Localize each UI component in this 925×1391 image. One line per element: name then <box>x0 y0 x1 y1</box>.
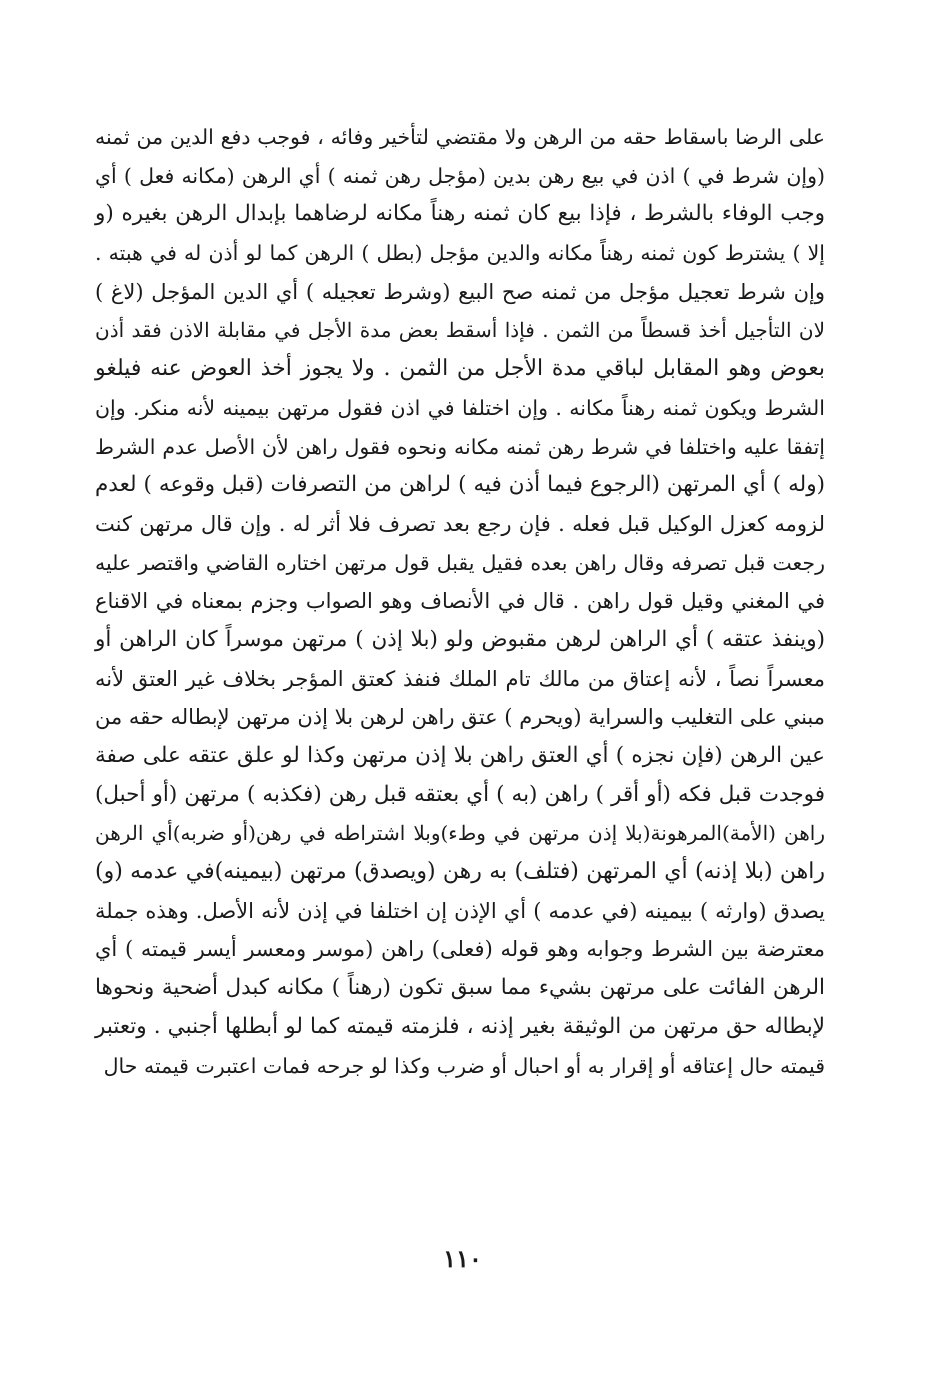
text-line: وجب الوفاء بالشرط ، فإذا بيع كان ثمنه رهناً مكانه لرضاهما بإبدال الرهن بغيره (و <box>95 201 825 227</box>
text-line: لان التأجيل أخذ قسطاً من الثمن . فإذا أسقط بعض مدة الأجل في مقابلة الاذن فقد أذن <box>95 318 825 343</box>
text-line: رجعت قبل تصرفه وقال راهن بعده فقيل يقبل قول مرتهن اختاره القاضي واقتصر عليه <box>95 550 825 575</box>
text-line: راهن (الأمة)المرهونة(بلا إذن مرتهن في وطء)وبلا اشتراطه في رهن(أو ضربه)أي الرهن <box>95 821 825 846</box>
text-line: الرهن الفائت على مرتهن بشيء مما سبق تكون (رهناً ) مكانه كبدل أضحية ونحوها <box>95 975 825 1001</box>
text-line: لإبطاله حق مرتهن من الوثيقة بغير إذنه ، فلزمته قيمته كما لو أبطلها أجنبي . وتعتبر <box>95 1013 825 1039</box>
text-line: راهن (بلا إذنه) أي المرتهن (فتلف) به رهن (ويصدق) مرتهن (بيمينه)في عدمه (و) <box>95 859 825 885</box>
text-line: (وينفذ عتقه ) أي الراهن لرهن مقبوض ولو (بلا إذن ) مرتهن موسراً كان الراهن أو <box>95 626 825 652</box>
text-line: معسراً نصاً ، لأنه إعتاق من مالك تام الملك فنفذ كعتق المؤجر بخلاف غير العتق لأنه <box>95 666 825 691</box>
text-line: الشرط ويكون ثمنه رهناً مكانه . وإن اختلفا في اذن فقول مرتهن بيمينه لأنه منكر. وإن <box>95 395 825 420</box>
text-line: إتفقا عليه واختلفا في شرط رهن ثمنه مكانه ونحوه فقول راهن لأن الأصل عدم الشرط <box>95 434 825 459</box>
text-line: (وله ) أي المرتهن (الرجوع فيما أذن فيه ) لراهن من التصرفات (قبل وقوعه ) لعدم <box>95 472 825 498</box>
text-line: بعوض وهو المقابل لباقي مدة الأجل من الثمن . ولا يجوز أخذ العوض عنه فيلغو <box>95 356 825 382</box>
text-line: عين الرهن (فإن نجزه ) أي العتق راهن بلا إذن مرتهن وكذا لو علق عتقه على صفة <box>95 743 825 768</box>
text-line: معترضة بين الشرط وجوابه وهو قوله (فعلى) راهن (موسر ومعسر أيسر قيمته ) أي <box>95 937 825 962</box>
text-line: قيمته حال إعتاقه أو إقرار به أو احبال أو ضرب وكذا لو جرحه فمات اعتبرت قيمته حال <box>103 1053 825 1078</box>
page-number: ١١٠ <box>443 1244 482 1273</box>
text-line: إلا ) يشترط كون ثمنه رهناً مكانه والدين مؤجل (بطل ) الرهن كما لو أذن له في هبته . <box>95 241 825 266</box>
text-line: لزومه كعزل الوكيل قبل فعله . فإن رجع بعد تصرف فلا أثر له . وإن قال مرتهن كنت <box>95 511 825 536</box>
text-line: على الرضا باسقاط حقه من الرهن ولا مقتضي لتأخير وفائه ، فوجب دفع الدين من ثمنه <box>95 125 825 149</box>
text-line: فوجدت قبل فكه (أو أقر ) راهن (به ) أي بعتقه قبل رهن (فكذبه ) مرتهن (أو أحبل) <box>95 781 825 807</box>
text-line: مبني على التغليب والسراية (ويحرم ) عتق راهن لرهن بلا إذن مرتهن لإبطاله حقه من <box>95 705 825 730</box>
text-line: وإن شرط تعجيل مؤجل من ثمنه صح البيع (وشرط تعجيله ) أي الدين المؤجل (لاغ ) <box>95 279 825 304</box>
text-line: في المغني وقيل قول راهن . قال في الأنصاف وهو الصواب وجزم بمعناه في الاقناع <box>95 589 825 614</box>
text-line: يصدق (وارثه ) بيمينه (في عدمه ) أي الإذن إن اختلفا في إذن لأنه الأصل. وهذه جملة <box>95 898 825 923</box>
body-text <box>95 118 825 1085</box>
text-line: (وإن شرط في ) اذن في بيع رهن بدين (مؤجل رهن ثمنه ) أي الرهن (مكانه فعل ) أي <box>95 163 825 188</box>
